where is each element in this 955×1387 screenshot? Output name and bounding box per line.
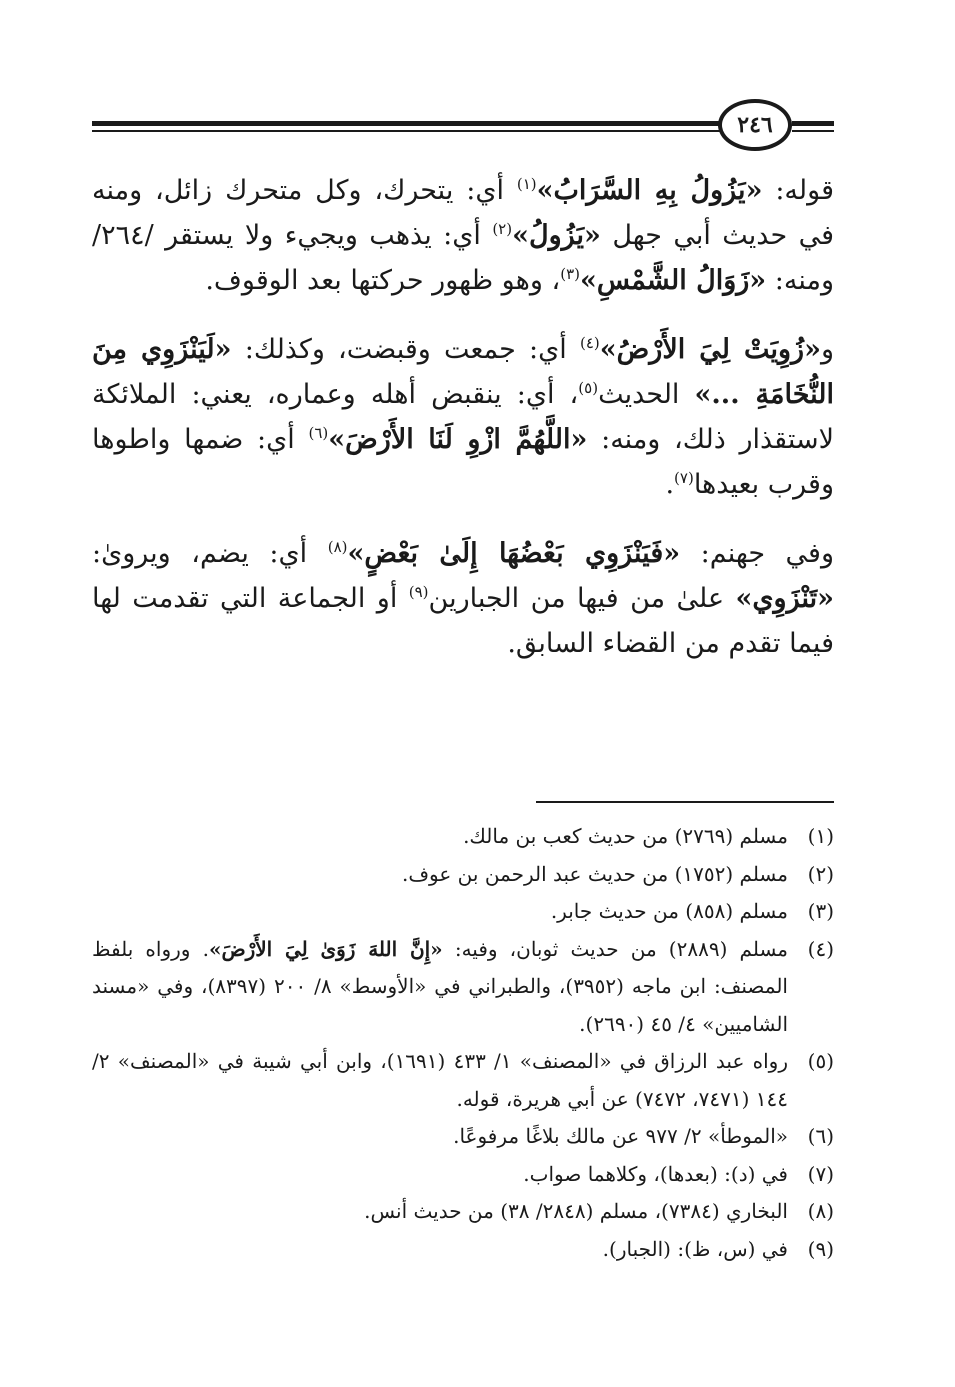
footnote-text: مسلم (٨٥٨) من حديث جابر. — [550, 899, 788, 923]
footnote-text: البخاري (٧٣٨٤)، مسلم (٢٨٤٨/ ٣٨) من حديث أنس. — [364, 1199, 788, 1223]
text-run: أو الجماعة التي تقدمت لها فيما تقدم من القضاء السابق. — [92, 583, 834, 659]
quoted-phrase: «تَنْزَوِي» — [735, 583, 834, 614]
footnote — [92, 856, 834, 894]
header-rule-right-thin — [792, 130, 834, 132]
text-run: قوله: — [762, 175, 834, 206]
text-run: أي: ضمها واطوها وقرب بعيدها — [92, 424, 834, 500]
page-number: ٢٤٦ — [737, 112, 773, 138]
paragraph — [92, 168, 834, 303]
quoted-phrase: «يَزُولُ بِهِ السَّرَابُ» — [536, 175, 763, 206]
paragraph — [92, 327, 834, 507]
footnotes — [92, 818, 834, 1268]
footnote-marker[interactable]: (٨) — [327, 538, 348, 556]
footnote-number: (٦) — [807, 1124, 834, 1148]
footnote-marker[interactable]: (٢) — [492, 220, 513, 238]
text-run: . ورواه بلفظ المصنف: ابن ماجه (٣٩٥٢)، والطبراني في «الأوسط» ٨/ ٢٠٠ (٨٣٩٧)، وفي «مسند الشاميين» ٤/ ٤٥ (٢٦٩٠). — [92, 936, 788, 1036]
text-run: أي: جمعت وقبضت، وكذلك: — [231, 334, 580, 365]
text-run: مسلم (٢٨٨٩) من حديث ثوبان، وفيه: — [442, 936, 789, 961]
quoted-phrase: «يَزُولُ» — [512, 220, 601, 251]
quoted-phrase: «لَيَنْزَوِي مِنَ النُّخَامَةِ ...» — [92, 334, 834, 410]
footnote-marker[interactable]: (٥) — [578, 379, 599, 397]
footnote — [92, 1156, 834, 1194]
header-rule-thin — [92, 130, 720, 132]
header-rule-thick — [92, 121, 720, 126]
footnote-marker[interactable]: (٧) — [674, 469, 694, 487]
main-text — [92, 168, 834, 690]
text-run: ، وهو ظهور حركتها بعد الوقوف. — [205, 265, 561, 296]
text-run: أي: يتحرك، وكل متحرك زائل، ومنه في حديث أبي جهل — [92, 175, 834, 251]
text-run: ، أي: ينقبض أهله وعماره، يعني: الملائكة لاستقذار ذلك، ومنه: — [92, 379, 834, 455]
footnote-separator — [536, 801, 834, 803]
footnote-number: (٢) — [807, 861, 834, 886]
footnote — [92, 931, 834, 1044]
quoted-phrase: «اللَّهُمَّ ازْوِ لَنَا الأَرْضَ» — [328, 424, 588, 455]
footnote-marker[interactable]: (٩) — [408, 583, 429, 601]
quoted-phrase: «زَوَالُ الشَّمْسِ» — [579, 265, 767, 296]
text-run: علىٰ من فيها من الجبارين — [428, 583, 736, 614]
footnote — [92, 1118, 834, 1156]
text-run: الحديث — [598, 379, 695, 410]
footnote — [92, 818, 834, 856]
footnote — [92, 1231, 834, 1269]
footnote-text: في (د): (بعدها)، وكلاهما صواب. — [523, 1161, 788, 1186]
footnote-text: مسلم (١٧٥٢) من حديث عبد الرحمن بن عوف. — [401, 861, 788, 886]
page-number-badge — [718, 99, 792, 151]
text-run: وفي جهنم: — [680, 538, 835, 569]
footnote — [92, 1193, 834, 1231]
footnote-number: (٥) — [807, 1049, 834, 1073]
footnote — [92, 893, 834, 931]
quoted-phrase: «فَيَنْزَوِي بَعْضُهَا إِلَىٰ بَعْضٍ» — [347, 538, 681, 569]
footnote-text: «الموطأ» ٢/ ٩٧٧ عن مالك بلاغًا مرفوعًا. — [453, 1124, 788, 1148]
quoted-phrase: «إِنَّ اللهَ زَوَىٰ لِيَ الأَرْضَ» — [208, 936, 443, 961]
text-run: أي: يضم، ويروىٰ: — [92, 538, 328, 569]
footnote-number: (٨) — [807, 1199, 834, 1223]
quoted-phrase: «زُوِيَتْ لِيَ الأَرْضُ» — [599, 334, 821, 365]
footnote-number: (١) — [807, 824, 834, 848]
header-rule-right-thick — [792, 121, 834, 126]
footnote-text: رواه عبد الرزاق في «المصنف» ١/ ٤٣٣ (١٦٩١)، وابن أبي شيبة في «المصنف» ٢/ ١٤٤ (٧٤٧١، ٧٤٧٢) عن أبي هريرة، قوله. — [92, 1049, 788, 1111]
footnote-text: مسلم (٢٧٦٩) من حديث كعب بن مالك. — [463, 824, 788, 848]
footnote-number: (٤) — [807, 936, 834, 961]
footnote-marker[interactable]: (٣) — [560, 265, 580, 283]
footnote-number: (٧) — [807, 1161, 834, 1186]
footnote-number: (٣) — [807, 899, 834, 923]
footnote-number: (٩) — [807, 1236, 834, 1261]
paragraph — [92, 531, 834, 666]
footnote — [92, 1043, 834, 1118]
footnote-text: في (س، ظ): (الجبار). — [602, 1236, 788, 1261]
text-run: أي: يذهب ويجيء ولا يستقر /٢٦٤/ ومنه: — [92, 220, 834, 296]
footnote-text — [92, 931, 788, 1044]
footnote-marker[interactable]: (١) — [516, 175, 537, 193]
text-run: و — [820, 334, 835, 365]
footnote-marker[interactable]: (٤) — [579, 334, 600, 352]
footnote-marker[interactable]: (٦) — [308, 424, 329, 442]
text-run: . — [665, 469, 675, 500]
